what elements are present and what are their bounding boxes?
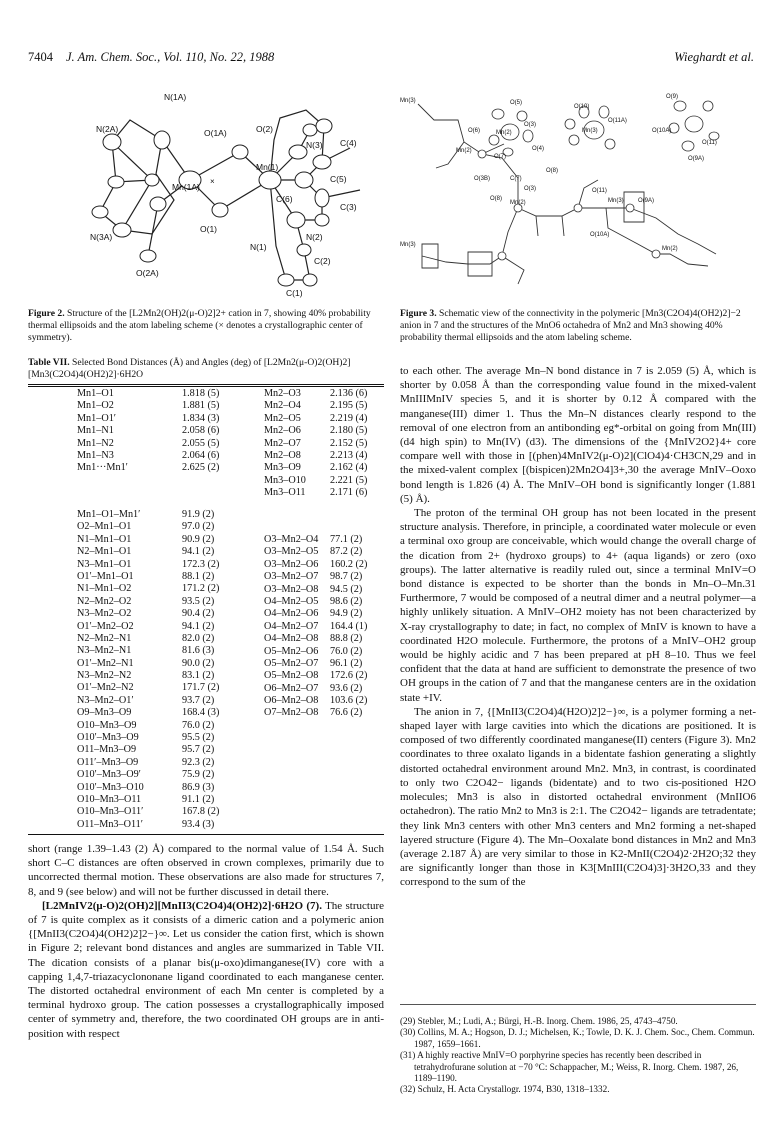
bond-label: O4–Mn2–O8 [264,633,319,645]
bond-label: Mn1–O1–Mn1′ [77,509,141,520]
bond-value: 88.1 (2) [182,570,215,582]
bond-label: Mn2–O5 [264,412,301,424]
figure-3-caption-text: Schematic view of the connectivity in the polymeric [Mn3(C2O4)4(OH2)2]−2 anion in 7 and the structures of the MnO6 octahedra of Mn2 and Mn3 showing 40% probability thermal ellipsoids and the atom labeling scheme. [400,308,741,343]
bond-value: 2.213 (4) [330,449,368,461]
table-row [77,645,257,657]
bond-label: N3–Mn1–O1 [77,558,132,570]
bond-value: 97.0 (2) [182,521,215,533]
table-row [77,413,257,425]
fig3-label-mn3-top: Mn(3) [400,98,416,104]
table-row [77,769,257,781]
fig3-label-o5: O(5) [510,100,522,106]
table-bottom-rule [28,834,384,835]
bond-value: 94.1 (2) [182,620,215,632]
table-row [264,462,394,474]
fig2-label-o1a: O(1A) [204,128,227,138]
bond-label: Mn1–N3 [77,449,114,461]
fig2-label-c6: C(6) [276,194,293,204]
bond-label: Mn2–O7 [264,437,301,449]
bond-label: O7–Mn2–O8 [264,707,319,719]
figure-2-caption-text: Structure of the [L2Mn2(OH)2(μ-O)2]2+ cation in 7, showing 40% probability thermal ellipsoids and the atom labeling scheme (× denotes a crystallographic center of symmetry). [28,308,371,343]
bond-value: 76.0 (2) [182,719,215,731]
bond-value: 90.0 (2) [182,657,215,669]
bond-label: N2–Mn1–O1 [77,546,132,558]
bond-label: O3–Mn2–O4 [264,534,319,545]
fig3-label-o8: O(8) [546,168,558,174]
fig3-label-o11a: O(11A) [608,118,627,124]
fig2-label-c4: C(4) [340,138,357,148]
bond-value: 94.1 (2) [182,546,215,558]
bond-value: 2.219 (4) [330,412,368,424]
fig2-label-c5: C(5) [330,174,347,184]
fig3-label-o11: O(11) [702,140,717,146]
bond-value: 95.7 (2) [182,744,215,756]
table-row [77,732,257,744]
inversion-center-marker: × [210,177,215,186]
bond-label: O10–Mn3–O11′ [77,806,144,818]
table-row [77,509,257,521]
fig2-label-n3a: N(3A) [90,232,113,242]
paragraph-left-2-heading: [L2MnIV2(μ-O)2(OH)2][MnII3(C2O4)4(OH2)2]·6H2O (7). [42,899,322,912]
bond-label: Mn1–N1 [77,425,114,437]
bond-label: N3–Mn2–N1 [77,645,132,657]
bond-value: 160.2 (2) [330,558,368,570]
figure-3-caption [400,308,756,344]
fig2-label-o2a: O(2A) [136,268,159,278]
fig3-label-o10: O(10) [574,104,590,110]
bond-value: 93.4 (3) [182,818,215,830]
table-row [77,757,257,769]
bond-value: 82.0 (2) [182,632,215,644]
bond-label: O11–Mn3–O9 [77,744,137,756]
bond-value: 2.152 (5) [330,437,368,449]
table-row [77,806,257,818]
bond-value: 164.4 (1) [330,620,368,632]
bond-label: O4–Mn2–O6 [264,608,319,620]
table-row [264,400,394,412]
bond-value: 90.4 (2) [182,608,215,620]
bond-value: 96.1 (2) [330,657,363,669]
table-row [264,695,394,707]
table-row [77,534,257,546]
table-row [264,683,394,695]
bond-value: 2.221 (5) [330,474,368,486]
bond-label: Mn2–O6 [264,425,301,437]
left-column-text [28,842,384,1041]
table-row [264,658,394,670]
bond-label: O11–Mn3–O11′ [77,818,143,830]
bond-value: 1.881 (5) [182,400,220,412]
table-row [264,450,394,462]
table-row [264,584,394,596]
bond-value: 2.625 (2) [182,462,220,474]
bond-value: 171.2 (2) [182,583,220,595]
table-row [77,682,257,694]
running-authors: Wieghardt et al. [674,50,754,64]
bond-value: 98.6 (2) [330,595,363,607]
bond-value: 87.2 (2) [330,546,363,558]
bond-value: 172.3 (2) [182,558,220,570]
bond-label: O5–Mn2–O8 [264,670,319,682]
bond-label: Mn1–N2 [77,437,114,449]
table-row [77,425,257,437]
bond-label: Mn1···Mn1′ [77,462,128,474]
bond-value: 1.834 (3) [182,412,220,424]
journal-citation: J. Am. Chem. Soc., Vol. 110, No. 22, 1988 [66,50,275,64]
table-row [264,670,394,682]
bond-value: 91.1 (2) [182,793,215,805]
bond-label: O1′–Mn1–O1 [77,570,134,582]
fig3-label-o10a-lower: O(10A) [590,232,610,238]
bond-label: O10–Mn3–O11 [77,793,142,805]
fig3-label-o10a: O(10A) [652,128,672,134]
table-row [77,583,257,595]
table-top-rule-2 [28,386,384,387]
table-row [77,546,257,558]
bond-value: 94.5 (2) [330,583,363,595]
fig3-label-mn2-ring: Mn(2) [456,148,472,154]
table-top-rule [28,384,384,385]
fig2-label-o1: O(1) [200,224,217,234]
table-row [77,438,257,450]
fig3-label-mn2-mid: Mn(2) [510,200,526,206]
bond-label: N3–Mn2–O1′ [77,694,134,706]
fig2-label-c2: C(2) [314,256,331,266]
table-row [264,475,394,487]
table-row [77,596,257,608]
fig2-label-n1a: N(1A) [164,92,187,102]
bond-label: O9–Mn3–O9 [77,707,132,719]
fig2-label-c3: C(3) [340,202,357,212]
reference-32: (32) Schulz, H. Acta Crystallogr. 1974, B30, 1318–1332. [400,1084,610,1095]
bond-value: 167.8 (2) [182,806,220,818]
fig3-label-o3: O(3) [524,122,536,128]
table-row [264,559,394,571]
bond-value: 76.0 (2) [330,645,363,657]
fig2-label-o2: O(2) [256,124,273,134]
bond-label: Mn2–O4 [264,400,301,412]
table-7-label: Table VII. [28,357,70,368]
fig3-label-o9a-lower: O(9A) [638,198,655,204]
fig2-label-n1: N(1) [250,242,267,252]
bond-label: O5–Mn2–O7 [264,657,319,669]
fig3-label-mn2-top: Mn(2) [496,130,512,136]
bond-label: N2–Mn2–N1 [77,632,132,644]
fig3-label-c7: C(7) [510,176,522,182]
bond-label: O3–Mn2–O6 [264,558,319,570]
table-row [77,695,257,707]
table-row [264,438,394,450]
bond-value: 1.818 (5) [182,388,220,399]
bond-label: Mn1–O2 [77,400,114,412]
bond-value: 76.6 (2) [330,707,363,719]
bond-value: 103.6 (2) [330,695,368,707]
bond-value: 94.9 (2) [330,608,363,620]
bond-value: 90.9 (2) [182,533,215,545]
fig2-label-mn1a: Mn(1A) [172,182,200,192]
fig2-label-n2: N(2) [306,232,323,242]
table-row [77,571,257,583]
fig3-label-mn3-bottom: Mn(3) [400,242,416,248]
bond-label: O6–Mn2–O7 [264,682,319,694]
bond-value: 2.180 (5) [330,425,368,437]
bond-label: N3–Mn2–O2 [77,608,132,620]
bond-label: N1–Mn1–O1 [77,533,132,545]
bond-label: Mn3–O10 [264,474,306,486]
bond-value: 2.136 (6) [330,388,368,399]
bond-value: 93.7 (2) [182,694,215,706]
figure-3-polymer-drawing [398,84,758,306]
paragraph-left-2 [28,899,384,1041]
bond-value: 2.064 (6) [182,449,220,461]
bond-value: 88.8 (2) [330,633,363,645]
bond-value: 77.1 (2) [330,534,363,545]
fig3-label-o3-lower: O(3) [524,186,536,192]
table-row [77,819,257,831]
table-row [77,462,257,474]
bond-label: Mn2–O3 [264,388,301,399]
bond-label: O4–Mn2–O7 [264,620,319,632]
table-row [77,782,257,794]
table-7-title [28,357,384,381]
fig3-label-o8-lower: O(8) [490,196,502,202]
bond-value: 2.171 (6) [330,487,368,499]
bond-label: O1′–Mn2–O2 [77,620,134,632]
bond-label: O10′–Mn3–O10 [77,781,144,793]
bond-label: N2–Mn2–O2 [77,595,132,607]
bond-value: 86.9 (3) [182,781,215,793]
table-row [77,744,257,756]
paragraph-left-2-text: The structure of 7 is quite complex as it consists of a dimeric cation and a polymeric anion {[MnII3(C2O4)4(OH2)2]2−}∞. Let us consider the cation first, which is shown in Figure 2; relevant bond distances and angles are summarized in Table VII. The dication consists of a planar bis(μ-oxo)dimanganese(IV) core with a capping 1,4,7-triazacyclononane ligand coordinated to each manganese center. The distorted octahedral environment of each Mn center is completed by a terminal hydroxo group. The cation possesses a crystallographically imposed center of symmetry and, therefore, the two coordinated OH groups are in anti-position with respect [28,899,384,1040]
figure-3-label: Figure 3. [400,308,437,319]
table-row [77,400,257,412]
table-row [77,621,257,633]
table-row [77,670,257,682]
fig3-label-mn3-mid: Mn(3) [582,128,598,134]
bond-label: O1′–Mn2–N2 [77,682,134,694]
bond-label: Mn3–O11 [264,487,306,499]
table-row [77,633,257,645]
bond-label: N1–Mn1–O2 [77,583,132,595]
bond-label: O10′–Mn3–O9 [77,732,139,744]
angles-right-block [264,534,394,720]
bond-value: 168.4 (3) [182,707,220,719]
table-row [264,596,394,608]
table-row [77,658,257,670]
fig2-label-mn1: Mn(1) [256,162,279,172]
bond-value: 93.5 (2) [182,595,215,607]
figure-2-ortep-drawing [60,70,380,302]
bond-value: 171.7 (2) [182,682,220,694]
table-row [77,608,257,620]
bond-value: 75.9 (2) [182,769,215,781]
bond-value: 172.6 (2) [330,670,368,682]
fig3-label-mn3-lower: Mn(3) [608,198,624,204]
distances-left-block [77,388,257,475]
bond-label: O3–Mn2–O7 [264,571,319,583]
table-7-title-text: Selected Bond Distances (Å) and Angles (deg) of [L2Mn2(μ-O)2(OH)2][Mn3(C2O4)4(OH2)2]·6H2O [28,357,351,380]
table-row [264,621,394,633]
table-row [264,413,394,425]
bond-label: O2–Mn1–O1 [77,521,132,533]
bond-value: 81.6 (3) [182,645,215,657]
fig3-label-mn2-bottom: Mn(2) [662,246,678,252]
fig2-label-n2a: N(2A) [96,124,119,134]
table-row [77,388,257,400]
bond-value: 2.058 (6) [182,425,220,437]
bond-label: O3–Mn2–O5 [264,546,319,558]
bond-value: 2.195 (5) [330,400,368,412]
bond-label: O3–Mn2–O8 [264,583,319,595]
table-row [77,707,257,719]
table-row [264,646,394,658]
angles-left-block [77,509,257,831]
bond-value: 92.3 (2) [182,756,215,768]
bond-label: O10–Mn3–O9 [77,719,137,731]
bond-label: O6–Mn2–O8 [264,695,319,707]
bond-label: N3–Mn2–N2 [77,670,132,682]
fig3-label-o7: O(7) [494,154,506,160]
bond-label: Mn2–O8 [264,449,301,461]
fig3-label-o9: O(9) [666,94,678,100]
reference-30: (30) Collins, M. A.; Hogson, D. J.; Michelsen, K.; Towle, D. K. J. Chem. Soc., Chem. Commun. 1987, 1659–1661. [400,1027,755,1049]
bond-value: 91.9 (2) [182,509,215,520]
bond-value: 83.1 (2) [182,670,215,682]
bond-label: Mn3–O9 [264,462,301,474]
fig3-label-o4: O(4) [532,146,544,152]
paragraph-right-2: The proton of the terminal OH group has not been located in the present structure analysis. Therefore, in principle, a coordinated water molecule or even a terminal oxo group are conceivable, which would change the overall charge of the dication from 2+ (hydroxo groups) to 4+ (aqua ligands) or zero (oxo groups). The latter alternative is readily ruled out, since a terminal MnIV=O bond distance is expected to be shorter than the bonds in Mn–O–Mn.31 Furthermore, 7 would be composed of a neutral dimer and a neutral polymer—a highly unlikely situation. A MnIV–OH2 moiety has not been characterized by X-ray crystallography to date; in fact, no complex of MnIV is known to have a coordinated H2O molecule. Furthermore, the protons of a MnIV–OH2 group would be highly acidic and 7 has been prepared at pH 8–10. Thus we feel confident that the data at hand are sufficient to demonstrate the presence of two OH groups in the cation of 7 and that the manganese centers are in the oxidation state +IV. [400,507,756,704]
figure-2-label: Figure 2. [28,308,65,319]
table-row [264,425,394,437]
footnote-rule [400,1004,756,1005]
bond-label: Mn1–O1′ [77,412,117,424]
table-row [264,487,394,499]
references-block [400,1016,756,1096]
page-number: 7404 [28,50,53,64]
paragraph-left-1: short (range 1.39–1.43 (2) Å) compared to the normal value of 1.54 Å. Such short C–C distances are often observed in crown complexes, primarily due to uncorrected thermal motion. These observations are also made for structures 7, 8, and 9 (see below) and will not be further discussed in detail there. [28,843,384,898]
bond-label: O1′–Mn2–N1 [77,657,134,669]
table-row [77,450,257,462]
paragraph-right-1: to each other. The average Mn–N bond distance in 7 is 2.059 (5) Å, which is shorter by 0.058 Å than the corresponding value found in the mixed-valent MnIIIMnIV species 5, and it is shorter by 0.12 Å compared with the manganese(III) dimer 1. Thus the Mn–N distances clearly respond to the removal of one electron from an antibonding eg*-orbital on going from Mn(III) (d4 high spin) to Mn(IV) (d3). The dimensions of the {MnIV2O2}4+ core compare well with those in [(phen)4MnIV2(μ-O)2](ClO4)4·CH3CN,29 and in the mixed-valent complex [(bispicen)2Mn2O4]3+,30 the average MnIV–Ooxo bond length is 1.826 (4) Å. The MnIV–OH bond is significantly longer (1.881 (5) Å). [400,365,756,505]
bond-value: 98.7 (2) [330,571,363,583]
table-row [77,720,257,732]
bond-value: 2.055 (5) [182,437,220,449]
table-row [264,534,394,546]
fig2-label-n3: N(3) [306,140,323,150]
fig3-label-o6: O(6) [468,128,480,134]
paragraph-right-3: The anion in 7, {[MnII3(C2O4)4(H2O)2]2−}∞, is a polymer forming a net-shaped layer with large cavities into which the dications are positioned. It is composed of two differently coordinated manganese(II) centers (Figure 3). Mn2 coordinates to three oxalato ligands in a bidentate fashion generating a slightly distorted octahedral environment around Mn2. Mn3, in contrast, is coordinated to only two C2O42− ligands (bidentate) and to two cis-positioned H2O molecules; Mn3 is also in distorted octahedral environment (MnIIO6 octahedron). The ratio Mn2 to Mn3 is 2:1. The C2O42− ligands are tetradentate; they link Mn3 centers with other Mn3 centers and Mn2 forming a net-shaped layered structure (Figure 4). The Mn–Ooxalate bond distances in Mn2 and Mn3 (average 2.187 Å) are very similar to those in K2-MnII(C2O4)2·2H2O;32 they are significantly longer than those in K3[MnIII(C2O4)3]·3H2O,33 and they correspond to the sum of the [400,705,756,889]
right-column-text [400,364,756,890]
bond-value: 2.162 (4) [330,462,368,474]
bond-label: O4–Mn2–O5 [264,595,319,607]
table-row [264,388,394,400]
fig2-label-c1: C(1) [286,288,303,298]
table-row [264,571,394,583]
table-row [77,559,257,571]
table-row [77,794,257,806]
reference-31: (31) A highly reactive MnIV=O porphyrine species has recently been described in tetrahydrofurane solution at −70 °C: Schappacher, M.; Weiss, R. Inorg. Chem. 1987, 26, 1189–1190. [400,1050,739,1084]
bond-label: Mn1–O1 [77,388,114,399]
distances-right-block [264,388,394,500]
table-row [77,521,257,533]
table-row [264,633,394,645]
table-row [264,608,394,620]
table-row [264,707,394,719]
figure-2-caption [28,308,384,344]
bond-value: 95.5 (2) [182,732,215,744]
fig3-label-o11-lower: O(11) [592,188,607,194]
reference-29: (29) Stebler, M.; Ludi, A.; Bürgi, H.-B. Inorg. Chem. 1986, 25, 4743–4750. [400,1016,678,1026]
bond-value: 93.6 (2) [330,682,363,694]
bond-label: O5–Mn2–O6 [264,645,319,657]
table-row [264,546,394,558]
fig3-label-o9a: O(9A) [688,156,705,162]
fig3-label-o3b: O(3B) [474,176,491,182]
bond-label: O11′–Mn3–O9 [77,756,139,768]
bond-label: O10′–Mn3–O9′ [77,769,141,781]
